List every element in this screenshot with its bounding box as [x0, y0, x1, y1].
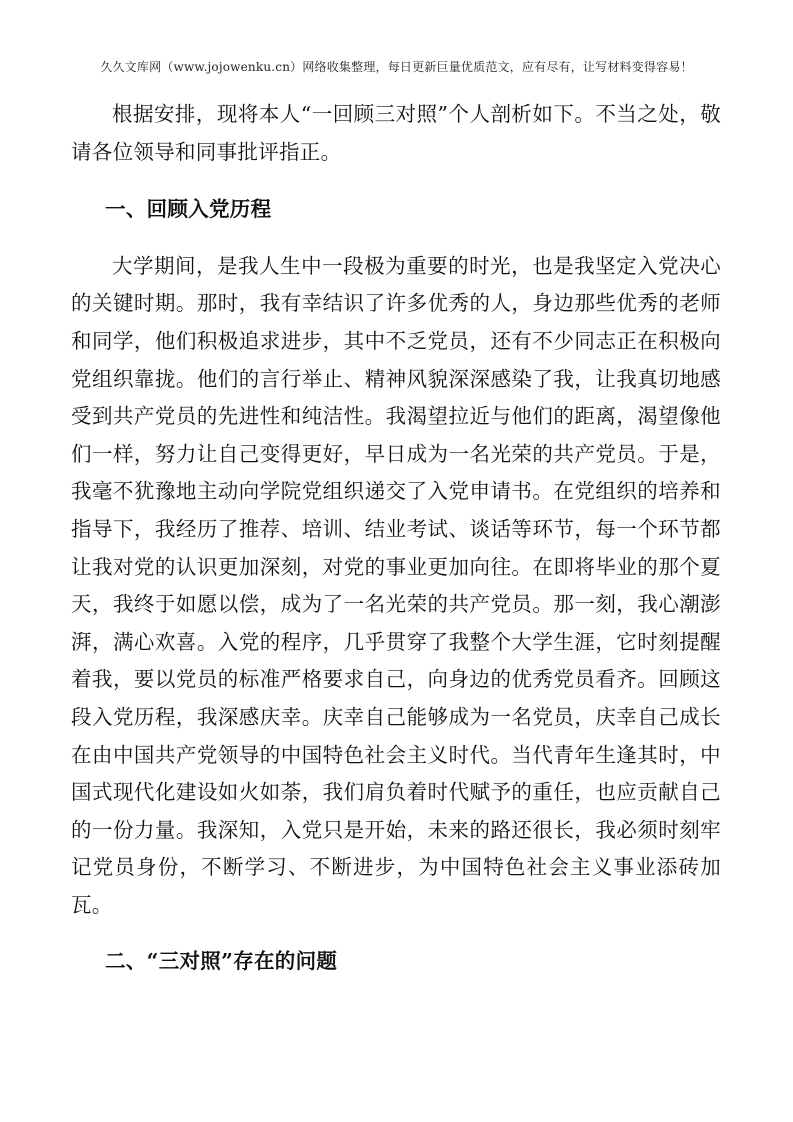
document-body: [71, 96, 721, 981]
section-2-heading: 二、“三对照”存在的问题: [105, 949, 338, 974]
spacer: [71, 171, 721, 191]
header-note: 久久文库网（www.jojowenku.cn）网络收集整理，每日更新巨量优质范文，应有尽有，让写材料变得容易！: [100, 60, 693, 74]
spacer: [71, 229, 721, 248]
section-1-paragraph: 大学期间，是我人生中一段极为重要的时光，也是我坚定入党决心的关键时期。那时，我有幸结识了许多优秀的人，身边那些优秀的老师和同学，他们积极追求进步，其中不乏党员，还有不少同志正在积极向党组织靠拢。他们的言行举止、精神风貌深深感染了我，让我真切地感受到共产党员的先进性和纯洁性。我渴望拉近与他们的距离，渴望像他们一样，努力让自己变得更好，早日成为一名光荣的共产党员。于是，我毫不犹豫地主动向学院党组织递交了入党申请书。在党组织的培养和指导下，我经历了推荐、培训、结业考试、谈话等环节，每一个环节都让我对党的认识更加深刻，对党的事业更加向往。在即将毕业的那个夏天，我终于如愿以偿，成为了一名光荣的共产党员。那一刻，我心潮澎湃，满心欢喜。入党的程序，几乎贯穿了我整个大学生涯，它时刻提醒着我，要以党员的标准严格要求自己，向身边的优秀党员看齐。回顾这段入党历程，我深感庆幸。庆幸自己能够成为一名党员，庆幸自己成长在由中国共产党领导的中国特色社会主义时代。当代青年生逢其时，中国式现代化建设如火如荼，我们肩负着时代赋予的重任，也应贡献自己的一份力量。我深知，入党只是开始，未来的路还很长，我必须时刻牢记党员身份，不断学习、不断进步，为中国特色社会主义事业添砖加瓦。: [71, 253, 721, 917]
section-1-heading: 一、回顾入党历程: [105, 197, 272, 222]
spacer: [71, 924, 721, 943]
intro-paragraph: 根据安排，现将本人“一回顾三对照”个人剖析如下。不当之处，敬请各位领导和同事批评指正。: [71, 102, 721, 164]
